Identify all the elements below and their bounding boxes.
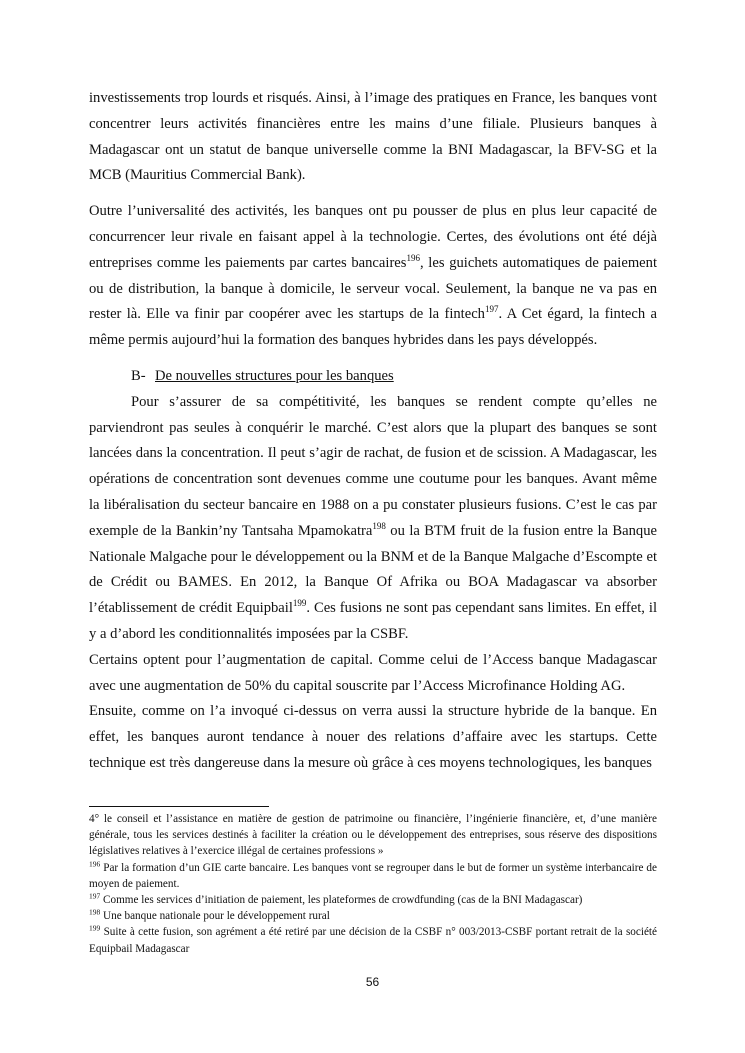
paragraph-text: Outre l’universalité des activités, les banques ont pu pousser de plus en plus leur capacité de concurrencer leur rivale en faisant appel à la technologie. Certes, des évolutions ont été déjà entreprises comme les paiements par cartes bancaires — [89, 203, 657, 271]
paragraph-5 — [89, 699, 657, 776]
footnote-198 — [89, 908, 657, 924]
paragraph-text: . Ces fusions ne sont pas cependant sans limites. En effet, il y a d’abord les conditionnalités imposées par la CSBF. — [89, 600, 657, 642]
footnote-ref-196[interactable]: 196 — [406, 252, 420, 263]
footnote-text: Comme les services d’initiation de paiement, les plateformes de crowdfunding (cas de la BNI Madagascar) — [100, 894, 583, 907]
footnote-number: 199 — [89, 923, 101, 933]
paragraph-1 — [89, 86, 657, 189]
paragraph-text: Certains optent pour l’augmentation de capital. Comme celui de l’Access banque Madagascar avec une augmentation de 50% du capital souscrite par l’Access Microfinance Holding AG. — [89, 651, 657, 694]
footnote-number: 198 — [89, 907, 101, 917]
paragraph-text: investissements trop lourds et risqués. Ainsi, à l’image des pratiques en France, les banques vont concentrer leurs activités financières entre les mains d’une filiale. Plusieurs banques à Madagascar ont un statut de banque universelle comme la BNI Madagascar, la BFV-SG et la MCB (Mauritius Commercial Bank). — [89, 90, 657, 184]
paragraph-4 — [89, 648, 657, 700]
paragraph-2 — [89, 199, 657, 354]
paragraph-text: Ensuite, comme on l’a invoqué ci-dessus on verra aussi la structure hybride de la banque. En effet, les banques auront tendance à nouer des relations d’affaire avec les startups. Cette technique est très dangereuse dans la mesure où grâce à ces moyens technologiques, les banques — [89, 703, 657, 771]
footnote-text: Une banque nationale pour le développement rural — [100, 910, 330, 923]
footnote-text: Suite à cette fusion, son agrément a été retiré par une décision de la CSBF n° 003/2013-CSBF portant retrait de la société Equipbail Madagascar — [89, 926, 657, 955]
footnote-ref-199[interactable]: 199 — [292, 598, 307, 609]
footnote-ref-198[interactable]: 198 — [372, 520, 386, 531]
footnote-text: Par la formation d’un GIE carte bancaire. Les banques vont se regrouper dans le but de former un système interbancaire de moyen de paiement. — [89, 861, 657, 890]
paragraph-text: Pour s’assurer de sa compétitivité, les banques se rendent compte qu’elles ne parviendront pas seules à conquérir le marché. C’est alors que la plupart des banques se sont lancées dans la concentration. Il peut s’agir de rachat, de fusion et de scission. A Madagascar, les opérations de concentration sont devenues comme une coutume pour les banques. Avant même la libéralisation du secteur bancaire en 1988 on a pu constater plusieurs fusions. C’est le cas par exemple de la Bankin’ny Tantsaha Mpamokatra — [89, 393, 657, 539]
paragraph-text: . A Cet égard, la fintech a même permis aujourd’hui la formation des banques hybrides dans les pays développés. — [89, 306, 657, 349]
footnote-197 — [89, 892, 657, 908]
footnote-continued — [89, 811, 657, 860]
footnote-196 — [89, 860, 657, 892]
section-title: De nouvelles structures pour les banques — [155, 367, 394, 384]
footnote-199 — [89, 924, 657, 956]
footnote-ref-197[interactable]: 197 — [484, 304, 499, 315]
paragraph-text: , les guichets automatiques de paiement ou de distribution, la banque à domicile, le serveur vocal. Seulement, la banque ne va pas en rester là. Elle va finir par coopérer avec les startups de la fintech — [89, 254, 658, 323]
paragraph-text: ou la BTM fruit de la fusion entre la Banque Nationale Malgache pour le développement ou la BNM et de la Banque Malgache d’Escompte et de Crédit ou BAMES. En 2012, la Banque Of Afrika ou BOA Madagascar va absorber l’établissement de crédit Equipbail — [89, 522, 657, 617]
footnote-text: 4° le conseil et l’assistance en matière de gestion de patrimoine ou financière, l’ingénierie financière, et, d’une manière générale, tous les services destinés à faciliter la création ou le développement des entreprises, sous réserve des dispositions législatives relatives à l’exercice illégal de certaines professions » — [89, 813, 657, 858]
page-number: 56 — [365, 975, 380, 989]
footnote-number: 196 — [89, 858, 101, 868]
footnote-separator — [89, 806, 269, 807]
footnote-number: 197 — [89, 891, 101, 901]
footnotes — [89, 811, 657, 957]
section-number: B- — [131, 367, 146, 384]
paragraph-3 — [89, 390, 657, 648]
main-text — [89, 86, 657, 777]
section-heading — [89, 364, 657, 390]
